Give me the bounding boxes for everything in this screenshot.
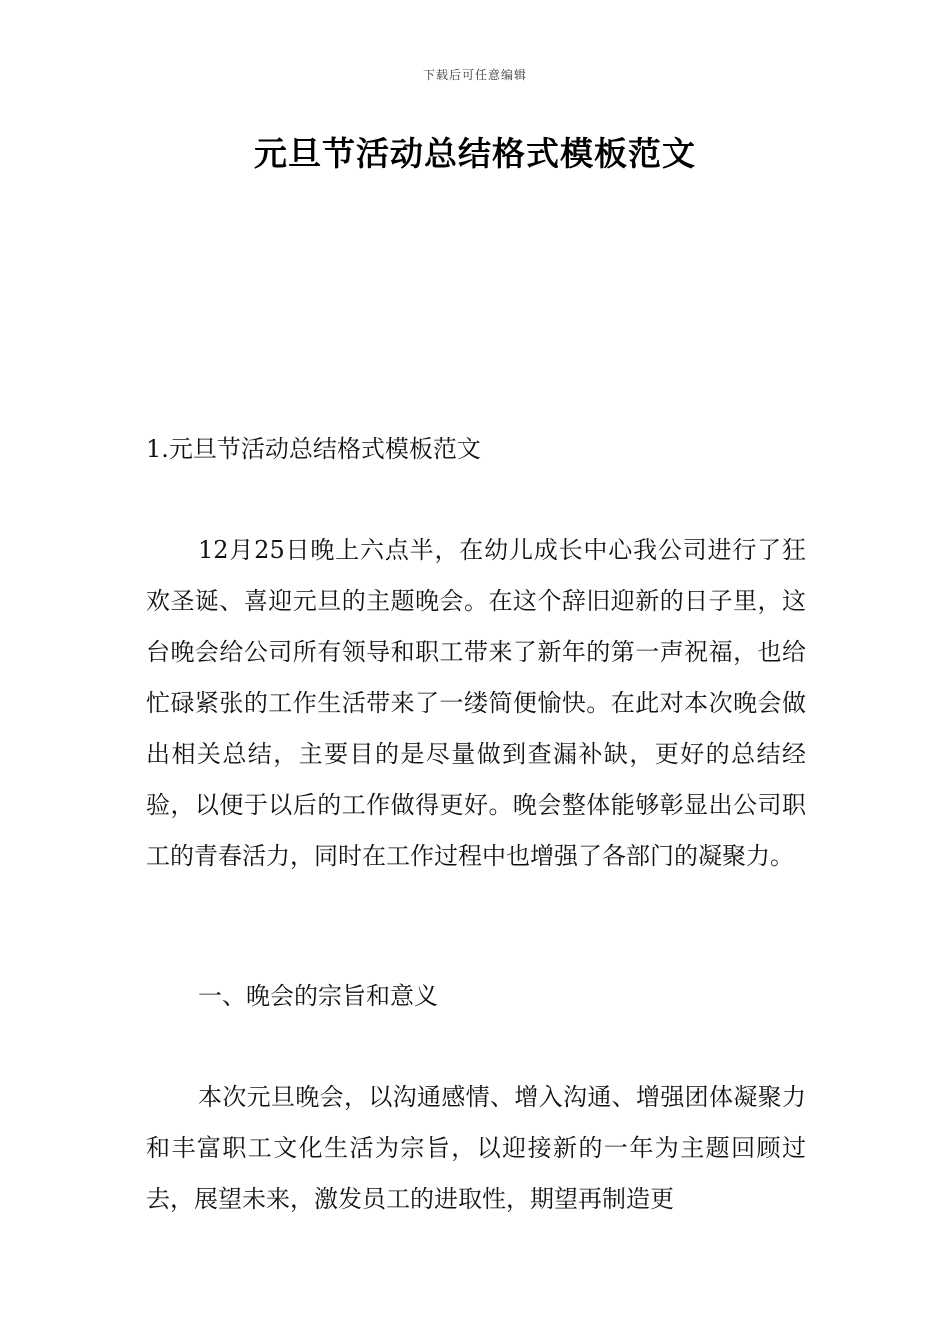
- paragraph-purpose: 本次元旦晚会，以沟通感情、增入沟通、增强团体凝聚力和丰富职工文化生活为宗旨，以迎接新的一年为主题回顾过去，展望未来，激发员工的进取性，期望再制造更: [146, 1083, 806, 1213]
- header-note: 下载后可任意编辑: [422, 68, 527, 82]
- section-title: 1.元旦节活动总结格式模板范文: [146, 435, 481, 463]
- section-heading-purpose: 一、晚会的宗旨和意义: [198, 982, 438, 1010]
- paragraph-intro: 12月25日晚上六点半，在幼儿成长中心我公司进行了狂欢圣诞、喜迎元旦的主题晚会。在这个辞旧迎新的日子里，这台晚会给公司所有领导和职工带来了新年的第一声祝福，也给忙碌紧张的工作生活带来了一缕简便愉快。在此对本次晚会做出相关总结，主要目的是尽量做到查漏补缺，更好的总结经验，以便于以后的工作做得更好。晚会整体能够彰显出公司职工的青春活力，同时在工作过程中也增强了各部门的凝聚力。: [146, 536, 806, 870]
- document-title: 元旦节活动总结格式模板范文: [254, 134, 696, 173]
